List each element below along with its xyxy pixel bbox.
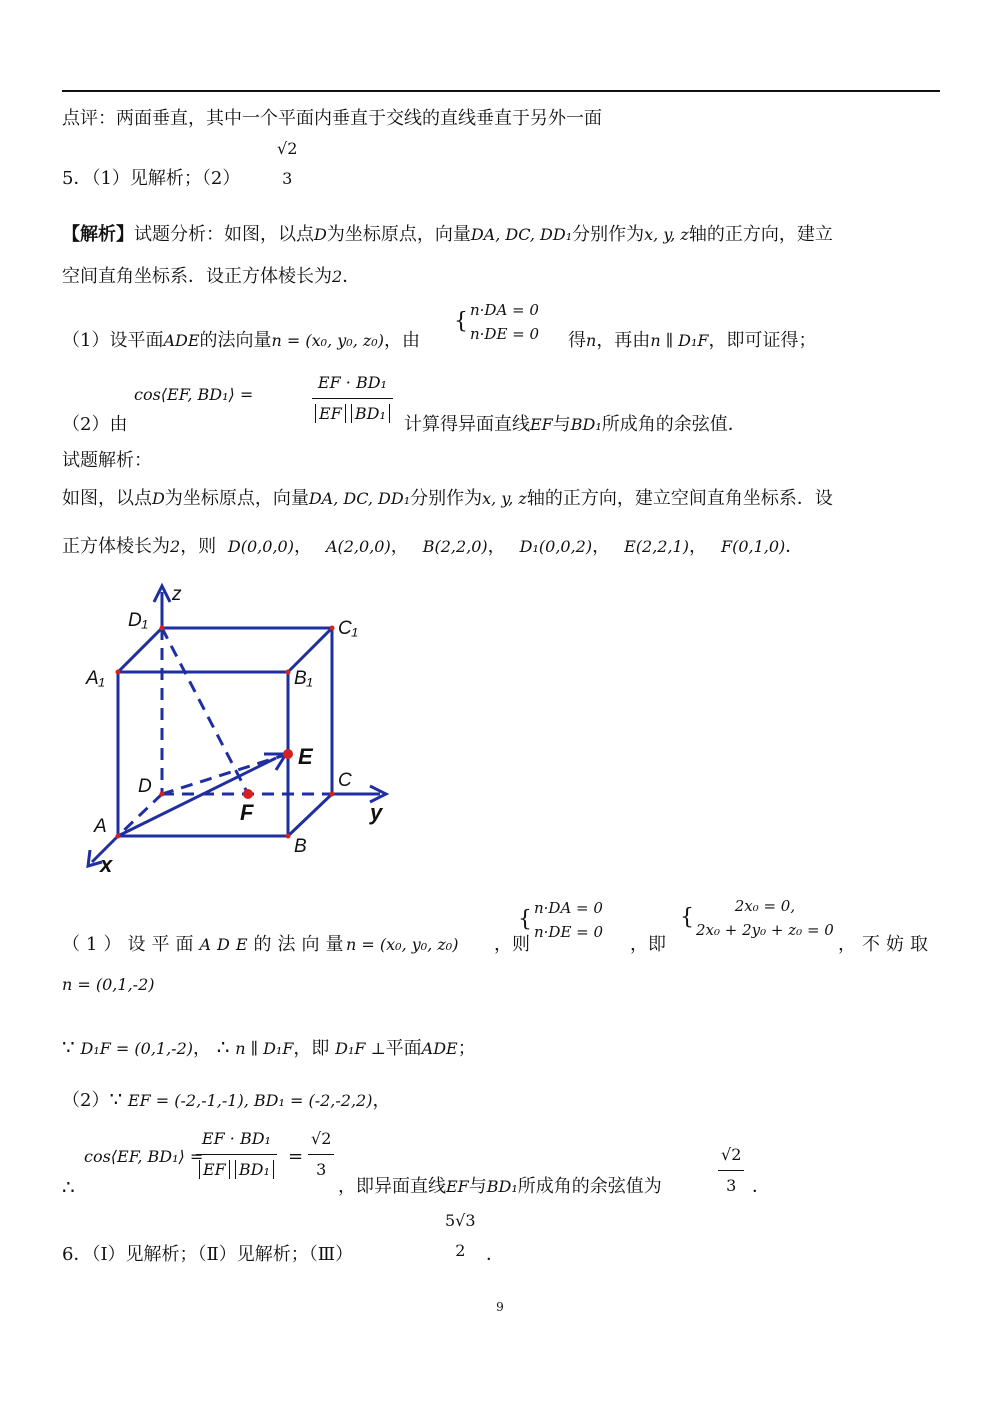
text: ，	[390, 536, 409, 557]
q5-fraction	[274, 136, 300, 192]
text: ，	[372, 1090, 391, 1111]
math-axes: x, y, z	[644, 225, 689, 244]
math-vectors: DA, DC, DD₁	[308, 489, 411, 508]
math-bd1: BD₁	[486, 1177, 518, 1196]
num: EF · BD₁	[196, 1126, 277, 1155]
text: ，	[487, 536, 506, 557]
eq: 2x₀ = 0,	[734, 897, 796, 915]
brace: {	[454, 309, 468, 334]
text: ，	[592, 536, 611, 557]
text: ，不妨取	[838, 934, 934, 955]
num: EF · BD₁	[312, 370, 393, 399]
math-ade: ADE	[163, 331, 200, 350]
text: 正方体棱长为	[62, 536, 170, 557]
cube-figure	[80, 578, 400, 878]
solution-head: 试题解析：	[62, 450, 152, 471]
brace: {	[680, 905, 694, 930]
math-normal-vector: n = (x₀, y₀, z₀)	[271, 331, 384, 350]
text: ，	[688, 536, 707, 557]
label-b1: B₁	[294, 668, 313, 689]
therefore-symbol: ∴	[62, 1175, 75, 1199]
math-two: 2	[332, 267, 343, 286]
because-symbol: ∵	[109, 1087, 123, 1111]
text: ，即	[293, 1038, 330, 1059]
math-bd1: BD₁	[570, 415, 602, 434]
text: 为坐标原点，向量	[164, 488, 309, 509]
text: （2）由	[62, 414, 128, 435]
analysis-tag: 【解析】	[62, 224, 134, 245]
label-c: C	[338, 770, 352, 791]
edge-da-hidden	[118, 794, 162, 836]
label-a1: A₁	[86, 668, 105, 689]
label-a: A	[94, 816, 107, 837]
text: ，则	[494, 934, 530, 955]
step2-line	[62, 1086, 390, 1114]
page-number: 9	[496, 1300, 504, 1314]
system-body	[696, 894, 834, 942]
eq: n·DA = 0	[534, 899, 603, 917]
math-parallel: n ∥ D₁F	[235, 1039, 294, 1058]
brace: {	[518, 907, 532, 932]
text: ，再由	[596, 330, 651, 351]
point-a1	[116, 670, 121, 675]
cos-fraction-2	[196, 1126, 277, 1183]
abs: EF	[315, 404, 346, 423]
math-cos-lhs: cos⟨EF, BD₁⟩ =	[84, 1147, 204, 1166]
text: 为坐标原点，向量	[326, 224, 471, 245]
analysis-line-2	[62, 264, 360, 290]
text: 分别作为	[410, 488, 483, 509]
text-run	[568, 328, 817, 354]
label-e: E	[298, 744, 313, 769]
text: ，由	[383, 330, 420, 351]
text: 所成角的余弦值为	[517, 1176, 662, 1197]
label-z: z	[172, 584, 182, 605]
point-d	[160, 792, 165, 797]
segment-d1f	[162, 628, 248, 794]
text: 得	[568, 330, 586, 351]
q6-lead: 6．（Ⅰ）见解析；（Ⅱ）见解析；（Ⅲ）	[62, 1244, 354, 1265]
coord-d: D(0,0,0)	[227, 537, 294, 556]
point-a	[116, 834, 121, 839]
because-symbol: ∵	[62, 1035, 75, 1059]
step1-conclusion	[62, 1034, 476, 1062]
text: （2）	[62, 1090, 110, 1111]
system-2	[518, 896, 603, 944]
den: 2	[455, 1241, 466, 1260]
point-c1	[330, 626, 335, 631]
text: ．	[486, 1244, 504, 1265]
coord-a: A(2,0,0)	[325, 537, 391, 556]
edge-d1a1	[118, 628, 162, 672]
eq: n·DE = 0	[470, 325, 540, 343]
cos-fraction	[312, 370, 393, 427]
text: 试题分析：如图，以点	[134, 224, 314, 245]
text: ．	[785, 536, 804, 557]
system-body	[470, 298, 539, 346]
step1-n-value: n = (0,1,-2)	[62, 975, 155, 994]
coord-b: B(2,2,0)	[422, 537, 488, 556]
q5-lead: 5．（1）见解析；（2）	[62, 168, 241, 189]
math-ef: EF	[446, 1177, 469, 1196]
eq: n·DA = 0	[470, 301, 539, 319]
den: 3	[316, 1160, 327, 1179]
den: 3	[726, 1176, 737, 1195]
point-c	[330, 792, 335, 797]
abs: BD₁	[235, 1160, 274, 1179]
edge-bc	[288, 794, 332, 836]
math-vectors-values: EF = (-2,-1,-1), BD₁ = (-2,-2,2)	[127, 1091, 373, 1110]
text: ，即异面直线	[338, 1176, 446, 1197]
text-run	[62, 932, 350, 958]
math-n: n	[586, 331, 597, 350]
text: ；	[457, 1038, 476, 1059]
eq: n·DE = 0	[534, 923, 604, 941]
abs: EF	[199, 1160, 230, 1179]
math-ade: ADE	[199, 935, 254, 954]
text-run	[62, 328, 420, 354]
label-y: y	[370, 800, 383, 825]
num: √2	[308, 1126, 334, 1155]
text: 所成角的余弦值．	[601, 414, 746, 435]
text: 轴的正方向，建立空间直角坐标系．设	[526, 488, 833, 509]
coord-d1: D₁(0,0,2)	[519, 537, 593, 556]
text: 平面	[385, 1038, 422, 1059]
text: （1）设平面	[62, 330, 164, 351]
math-normal-vector: n = (x₀, y₀, z₀)	[346, 935, 459, 954]
label-c1: C₁	[338, 618, 358, 639]
math-two: 2	[170, 537, 181, 556]
text: ．	[752, 1176, 770, 1197]
text: 的法向量	[199, 330, 272, 351]
system-3	[680, 894, 834, 942]
point-d1	[160, 626, 165, 631]
system-body	[534, 896, 603, 944]
text: ，即可证得；	[708, 330, 817, 351]
text: （1）设平面	[62, 934, 200, 955]
eq: 2x₀ + 2y₀ + z₀ = 0	[696, 921, 834, 939]
q6-fraction	[442, 1208, 479, 1264]
abs: BD₁	[351, 404, 390, 423]
text: ．	[342, 266, 361, 287]
point-b1	[286, 670, 291, 675]
solution-line-1	[62, 486, 833, 512]
text: 与	[552, 414, 571, 435]
math-d: D	[152, 489, 165, 508]
coord-e: E(2,2,1)	[624, 537, 689, 556]
den	[196, 1155, 277, 1183]
text: 的法向量	[253, 934, 350, 955]
result-fraction	[308, 1126, 334, 1183]
q5-fraction-num: √2	[277, 139, 298, 158]
text: ，则	[180, 536, 217, 557]
text: ，	[193, 1038, 211, 1059]
label-b: B	[294, 836, 307, 857]
num: √2	[718, 1142, 744, 1171]
math-vectors: DA, DC, DD₁	[470, 225, 573, 244]
equals: =	[288, 1146, 304, 1167]
point-b	[286, 834, 291, 839]
text: ，	[293, 536, 312, 557]
math-ade: ADE	[421, 1039, 458, 1058]
label-d: D	[138, 776, 152, 797]
text: 如图，以点	[62, 488, 152, 509]
text: ，即	[630, 934, 666, 955]
den	[312, 399, 393, 427]
final-fraction	[718, 1142, 744, 1199]
text-run	[404, 412, 746, 438]
system-1	[454, 298, 539, 346]
text-run	[338, 1174, 662, 1200]
math-axes: x, y, z	[482, 489, 527, 508]
point-f	[243, 789, 253, 799]
therefore-symbol: ∴	[216, 1035, 230, 1059]
analysis-line-1	[62, 222, 833, 248]
header-rule	[62, 90, 940, 92]
text: 轴的正方向，建立	[688, 224, 833, 245]
math-ef: EF	[530, 415, 553, 434]
text: 与	[468, 1176, 487, 1197]
text: 空间直角坐标系．设正方体棱长为	[62, 266, 332, 287]
coord-f: F(0,1,0)	[720, 537, 786, 556]
label-f: F	[240, 800, 254, 825]
text: 计算得异面直线	[404, 414, 530, 435]
comment-line: 点评：两面垂直，其中一个平面内垂直于交线的直线垂直于另外一面	[62, 108, 602, 129]
q5-fraction-den: 3	[282, 169, 293, 188]
math-parallel: n ∥ D₁F	[650, 331, 709, 350]
solution-line-2	[62, 534, 803, 560]
text: 分别作为	[572, 224, 645, 245]
label-x: x	[100, 852, 113, 877]
num: 5√3	[445, 1211, 476, 1230]
label-d1: D₁	[128, 610, 148, 631]
math-d1f: D₁F = (0,1,-2)	[80, 1039, 193, 1058]
math-perp: D₁F ⊥	[335, 1039, 386, 1058]
edge-c1b1	[288, 628, 332, 672]
math-cos-lhs: cos⟨EF, BD₁⟩ =	[134, 385, 254, 404]
point-e	[283, 749, 293, 759]
math-d: D	[314, 225, 327, 244]
